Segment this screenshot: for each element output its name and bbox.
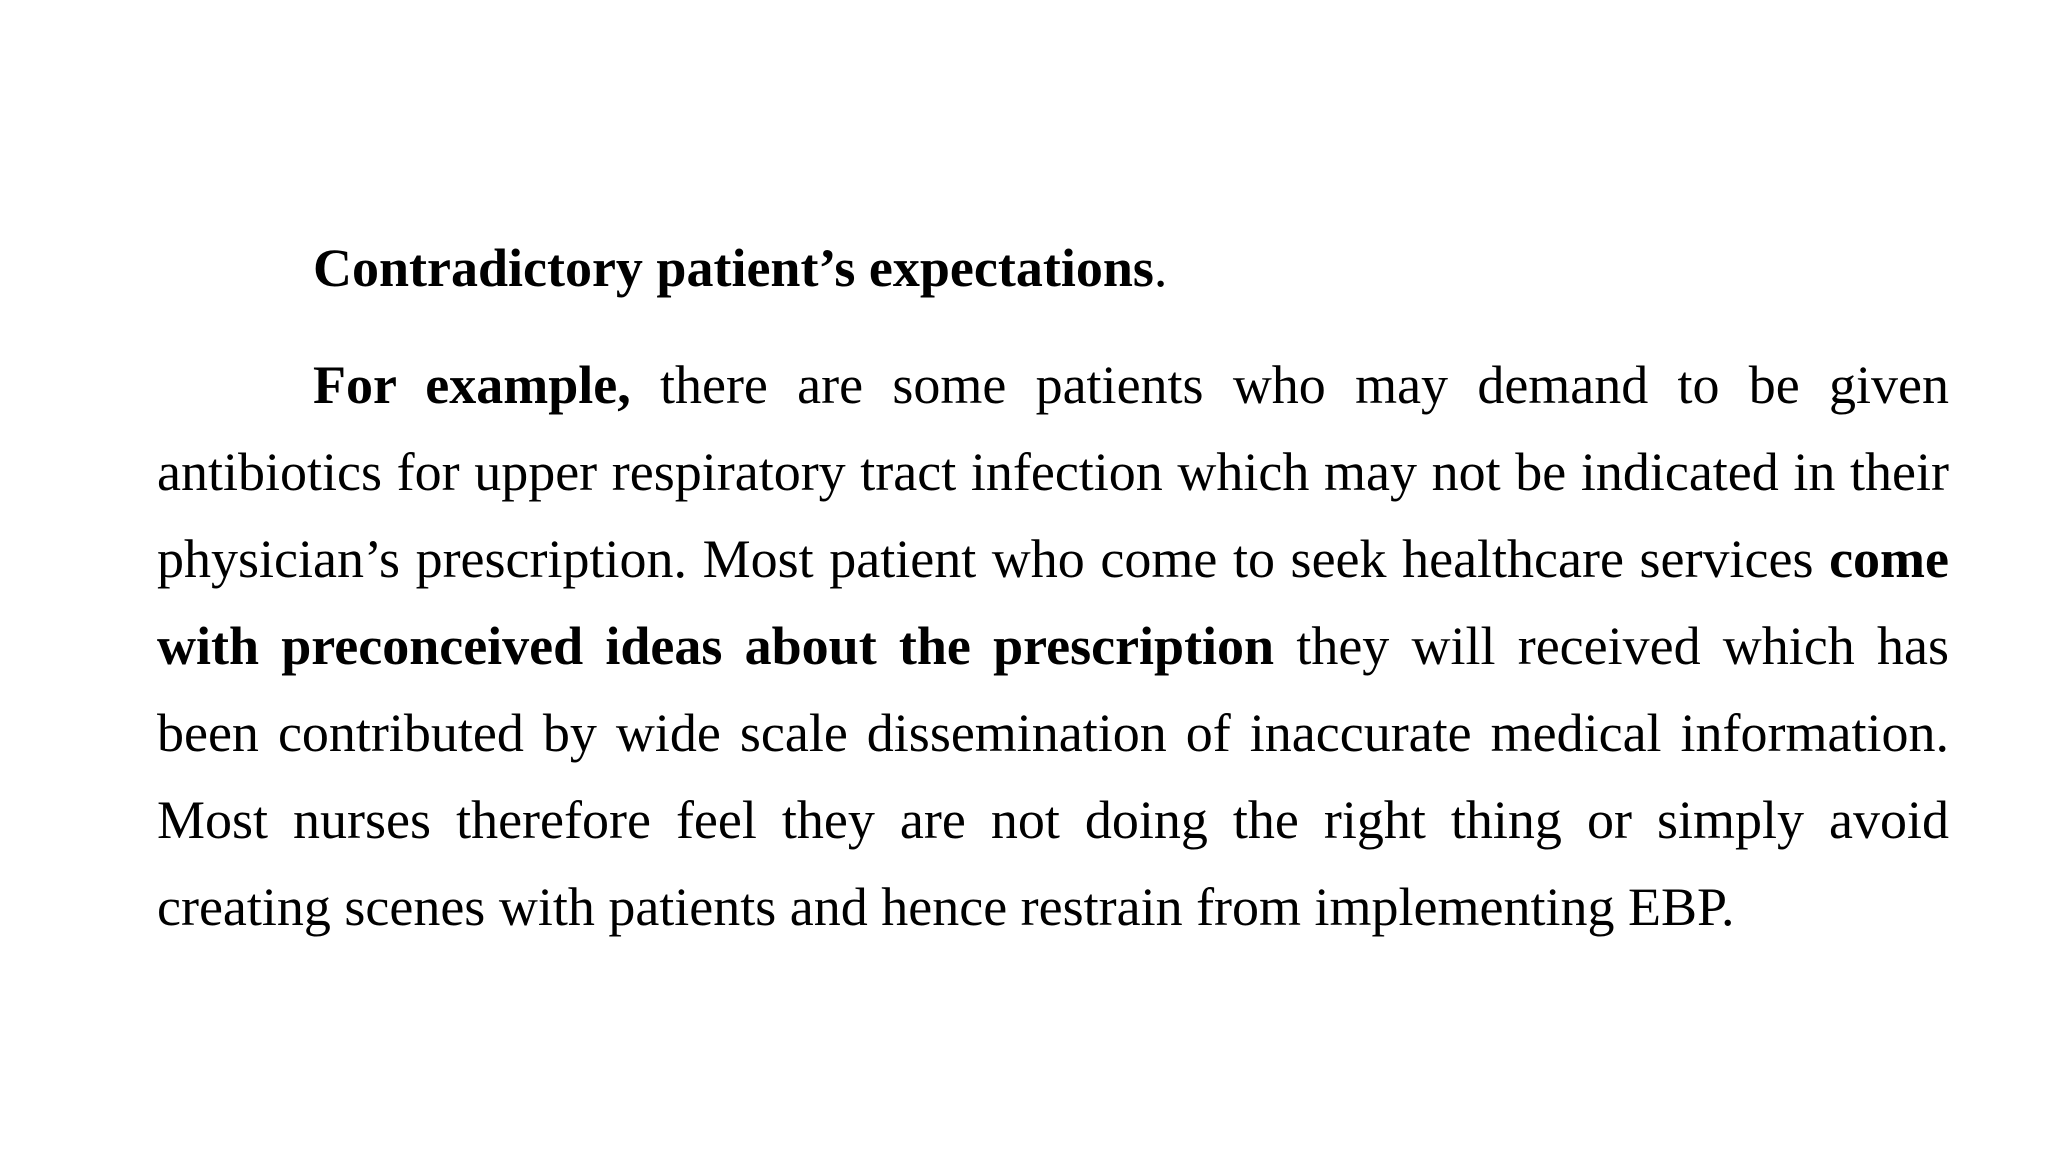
section-heading bbox=[313, 236, 1813, 300]
paragraph-emphasis-bold: come with preconceived ideas about the prescription bbox=[157, 529, 1949, 676]
paragraph-text-part-1: there are some patients who may demand to be given antibiotics for upper respiratory tract infection which may not be indicated in their physician’s prescription. Most patient who come to seek healthcare services bbox=[157, 355, 1949, 589]
heading-bold-text: Contradictory patient’s expectations bbox=[313, 238, 1154, 298]
body-paragraph bbox=[157, 342, 1949, 951]
heading-period: . bbox=[1153, 238, 1168, 298]
paragraph-lead-bold: For example, bbox=[313, 355, 631, 415]
paragraph-text-part-2: they will received which has been contributed by wide scale dissemination of inaccurate medical information. Most nurses therefore feel they are not doing the right thing or simply avoid creating scenes with patients and hence restrain from implementing EBP. bbox=[157, 616, 1949, 937]
